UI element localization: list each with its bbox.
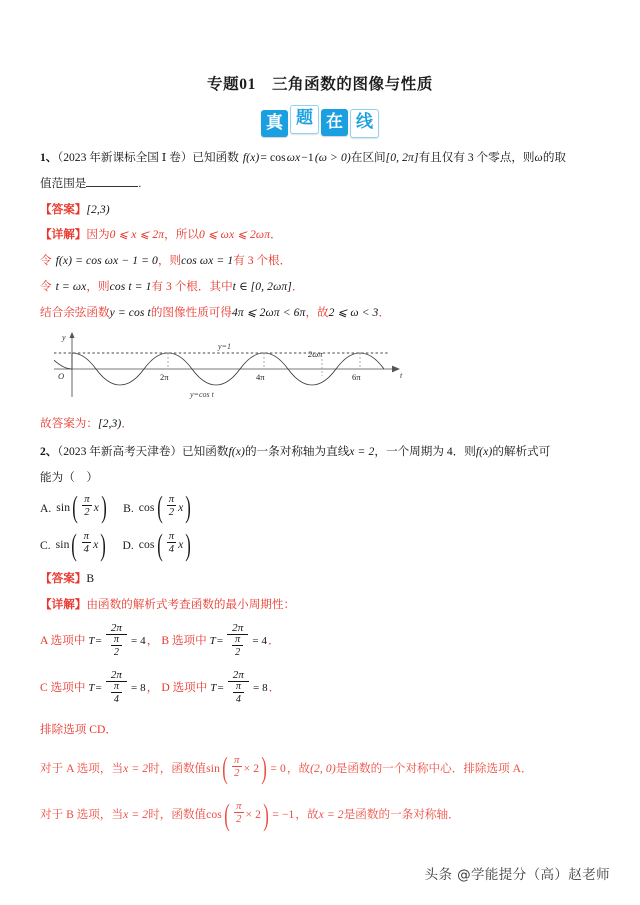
lineB-expr: cos( $\frac{\pi}{2}$ × 2) = −1 bbox=[206, 797, 295, 832]
q2-answer-value: B bbox=[86, 571, 95, 585]
q1-formula: f(x)= cosωx−1(ω > 0) bbox=[242, 151, 351, 164]
calc-row-ab bbox=[40, 623, 604, 661]
badge-tile-1: 真 bbox=[261, 110, 288, 137]
question-2-stem-cont bbox=[40, 470, 604, 487]
q2-number: 2、 bbox=[40, 445, 58, 459]
line4-a: 结合余弦函数 bbox=[40, 305, 110, 319]
question-1-answer bbox=[40, 202, 604, 219]
curve-label: y=cos t bbox=[190, 389, 214, 399]
line4-m1: y = cos t bbox=[109, 305, 151, 319]
final-b: ． bbox=[121, 416, 133, 430]
q2-detail-label: 【详解】 bbox=[40, 597, 87, 611]
calc-ab-prefix-b: B 选项中 bbox=[161, 633, 207, 647]
line3-m3: t ∈ [0, 2ωπ] bbox=[232, 279, 292, 293]
page-title bbox=[0, 0, 640, 94]
document-content bbox=[0, 150, 640, 832]
calc-ab-expr-b: T = $\frac{2\pi}{\frac{\pi}{2}}$ = 4 bbox=[210, 623, 268, 661]
line3-d: ． bbox=[291, 279, 304, 293]
line2-c: 有 3 个根． bbox=[233, 254, 292, 268]
detail-m1: 0 ⩽ x ⩽ 2π bbox=[109, 228, 165, 242]
calc-ab-tail2: ． bbox=[268, 633, 280, 647]
q2-stem-e: 能为（ ） bbox=[40, 471, 98, 485]
badge-container bbox=[0, 108, 640, 138]
line3-b: ，则 bbox=[86, 279, 110, 293]
q1-omega: ω bbox=[534, 151, 543, 164]
line3-c: 有 3 个根．其中 bbox=[151, 279, 233, 293]
question-1-final bbox=[40, 416, 604, 433]
option-b[interactable] bbox=[123, 490, 193, 525]
option-a-analysis bbox=[40, 751, 604, 786]
line4-d: ． bbox=[378, 305, 391, 319]
q2-source: （2023 年新高考天津卷） bbox=[57, 445, 183, 459]
exclude-cd-line bbox=[40, 722, 604, 739]
badge-tile-4: 线 bbox=[350, 109, 379, 138]
lineA-c: ，故 bbox=[286, 761, 311, 775]
q1-stem-b: 在区间 bbox=[350, 151, 386, 164]
lineA-m1: x = 2 bbox=[123, 761, 149, 775]
answer-blank[interactable] bbox=[86, 176, 138, 187]
lineB-m2: x = 2 bbox=[318, 808, 344, 822]
option-d[interactable] bbox=[122, 527, 194, 562]
line3-m1: t = ωx bbox=[55, 279, 87, 293]
final-value: [2,3) bbox=[97, 416, 122, 430]
option-a[interactable] bbox=[40, 490, 109, 525]
q1-source: （2023 年新课标全国 Ⅰ 卷） bbox=[57, 151, 193, 164]
lineA-b: 时，函数值 bbox=[148, 761, 207, 775]
question-1-stem bbox=[40, 150, 604, 167]
q1-interval: [0, 2π] bbox=[385, 151, 419, 164]
question-1-detail-3 bbox=[40, 279, 604, 296]
option-row-ab bbox=[40, 490, 604, 525]
question-1-stem-cont bbox=[40, 176, 604, 193]
detail-label: 【详解】 bbox=[40, 228, 87, 242]
badge-tile-3: 在 bbox=[321, 109, 348, 136]
x-axis-arrow bbox=[392, 365, 400, 372]
option-c[interactable] bbox=[40, 527, 109, 562]
option-c-tag: C. bbox=[40, 539, 51, 553]
q2-stem-a: 已知函数 bbox=[182, 445, 229, 459]
q1-number: 1、 bbox=[40, 151, 58, 164]
line2-a: 令 bbox=[40, 254, 52, 268]
cosine-graph-svg bbox=[50, 331, 410, 403]
q2-fx2: f(x) bbox=[475, 445, 493, 459]
line3-m2: cos t = 1 bbox=[109, 279, 152, 293]
lineB-m1: x = 2 bbox=[123, 808, 149, 822]
cosine-graph bbox=[40, 331, 604, 408]
calc-ab-expr-a: T = $\frac{2\pi}{\frac{\pi}{2}}$ = 4 bbox=[88, 623, 146, 661]
line3-a: 令 bbox=[40, 279, 52, 293]
q1-stem-a: 已知函数 bbox=[192, 151, 239, 164]
x-axis-label: t bbox=[400, 370, 403, 380]
q2-stem-b: 的一条对称轴为直线 bbox=[244, 445, 350, 459]
title-main: 专题01 bbox=[207, 76, 256, 93]
calc-cd-prefix-c: C 选项中 bbox=[40, 681, 86, 695]
answer-label: 【答案】 bbox=[40, 202, 87, 216]
option-d-tag: D. bbox=[122, 539, 134, 553]
q2-stem-d: 的解析式可 bbox=[492, 445, 551, 459]
lineA-m2: (2, 0) bbox=[310, 761, 336, 775]
footer-handle: @学能提分（高）赵老师 bbox=[457, 867, 610, 883]
lineB-d: 是函数的一条对称轴． bbox=[343, 808, 460, 822]
tick-label-4pi: 4π bbox=[256, 371, 265, 382]
calc-ab-tail: ， bbox=[146, 633, 159, 647]
lineB-a: 对于 B 选项，当 bbox=[40, 808, 124, 822]
calc-cd-tail: ， bbox=[146, 681, 159, 695]
detail-text-a: 因为 bbox=[86, 228, 110, 242]
footer-brand: 头条 bbox=[424, 867, 453, 883]
calc-cd-prefix-d: D 选项中 bbox=[161, 681, 208, 695]
calc-cd-tail2: ． bbox=[268, 681, 281, 695]
line4-m3: 2 ⩽ ω < 3 bbox=[328, 305, 379, 319]
question-1-detail-4 bbox=[40, 305, 604, 322]
option-b-expr: cos( $\frac{\pi}{2}$ x) bbox=[138, 490, 192, 525]
tick-label-2pi: 2π bbox=[160, 371, 169, 382]
line4-m2: 4π ⩽ 2ωπ < 6π bbox=[232, 305, 306, 319]
q1-stem-d: 的取 bbox=[542, 151, 567, 164]
q2-answer-label: 【答案】 bbox=[40, 571, 87, 585]
y-axis-label: y bbox=[62, 332, 66, 342]
option-b-tag: B. bbox=[123, 501, 134, 515]
option-d-expr: cos( $\frac{\pi}{4}$ x) bbox=[138, 527, 192, 562]
question-1-detail-1 bbox=[40, 227, 604, 244]
calc-ab-prefix-a: A 选项中 bbox=[40, 633, 86, 647]
lineA-a: 对于 A 选项，当 bbox=[40, 761, 124, 775]
option-a-tag: A. bbox=[40, 501, 52, 515]
badge-tile-2: 题 bbox=[290, 105, 319, 134]
question-1-detail-2 bbox=[40, 253, 604, 270]
final-a: 故答案为： bbox=[40, 416, 98, 430]
calc-row-cd bbox=[40, 670, 604, 708]
title-sub: 三角函数的图像与性质 bbox=[271, 76, 433, 93]
origin-label: O bbox=[58, 370, 65, 381]
lineA-expr: sin( $\frac{\pi}{2}$ × 2) = 0 bbox=[206, 751, 286, 786]
tick-label-6pi: 6π bbox=[352, 371, 361, 382]
q1-stem-e: 值范围是 bbox=[40, 176, 87, 190]
calc-cd-expr-c: T = $\frac{2\pi}{\frac{\pi}{4}}$ = 8 bbox=[88, 670, 146, 708]
line2-m2: cos ωx = 1 bbox=[181, 254, 234, 268]
q2-m1: x = 2 bbox=[349, 445, 375, 459]
lineA-d: 是函数的一个对称中心．排除选项 A． bbox=[335, 761, 533, 775]
q2-fx: f(x) bbox=[228, 445, 245, 459]
question-2-options bbox=[40, 490, 604, 562]
question-2-answer bbox=[40, 571, 604, 588]
line2-m1: f(x) = cos ωx − 1 = 0 bbox=[55, 254, 158, 268]
line4-b: 的图像性质可得 bbox=[150, 305, 232, 319]
q1-period: . bbox=[138, 176, 142, 190]
detail-m2: 0 ⩽ ωx ⩽ 2ωπ bbox=[198, 228, 271, 242]
question-2-detail-intro bbox=[40, 597, 604, 614]
calc-cd-expr-d: T = $\frac{2\pi}{\frac{\pi}{4}}$ = 8 bbox=[210, 670, 268, 708]
lineB-b: 时，函数值 bbox=[148, 808, 207, 822]
annotation-2omegapi: 2ωπ bbox=[308, 348, 323, 359]
line4-c: ，故 bbox=[305, 305, 329, 319]
detail-text-c: ． bbox=[270, 228, 282, 242]
footer-watermark bbox=[425, 863, 610, 883]
zhenti-zaixian-badge bbox=[261, 108, 379, 137]
q2-detail-intro-text: 由函数的解析式考查函数的最小周期性： bbox=[86, 597, 296, 611]
exclude-cd-text: 排除选项 CD． bbox=[40, 723, 117, 737]
option-a-expr: sin( $\frac{\pi}{2}$ x) bbox=[56, 490, 107, 525]
option-c-expr: sin( $\frac{\pi}{4}$ x) bbox=[55, 527, 107, 562]
y-equals-one-label: y=1 bbox=[218, 341, 231, 351]
q2-stem-c: ，一个周期为 4．则 bbox=[374, 445, 476, 459]
answer-value: [2,3) bbox=[86, 202, 110, 216]
y-axis-arrow bbox=[69, 332, 74, 338]
option-row-cd bbox=[40, 527, 604, 562]
lineB-c: ，故 bbox=[295, 808, 319, 822]
option-b-analysis bbox=[40, 797, 604, 832]
question-2-stem bbox=[40, 444, 604, 461]
line2-b: ，则 bbox=[157, 254, 182, 268]
detail-text-b: ，所以 bbox=[164, 228, 199, 242]
q1-stem-c: 有且仅有 3 个零点，则 bbox=[418, 151, 535, 164]
